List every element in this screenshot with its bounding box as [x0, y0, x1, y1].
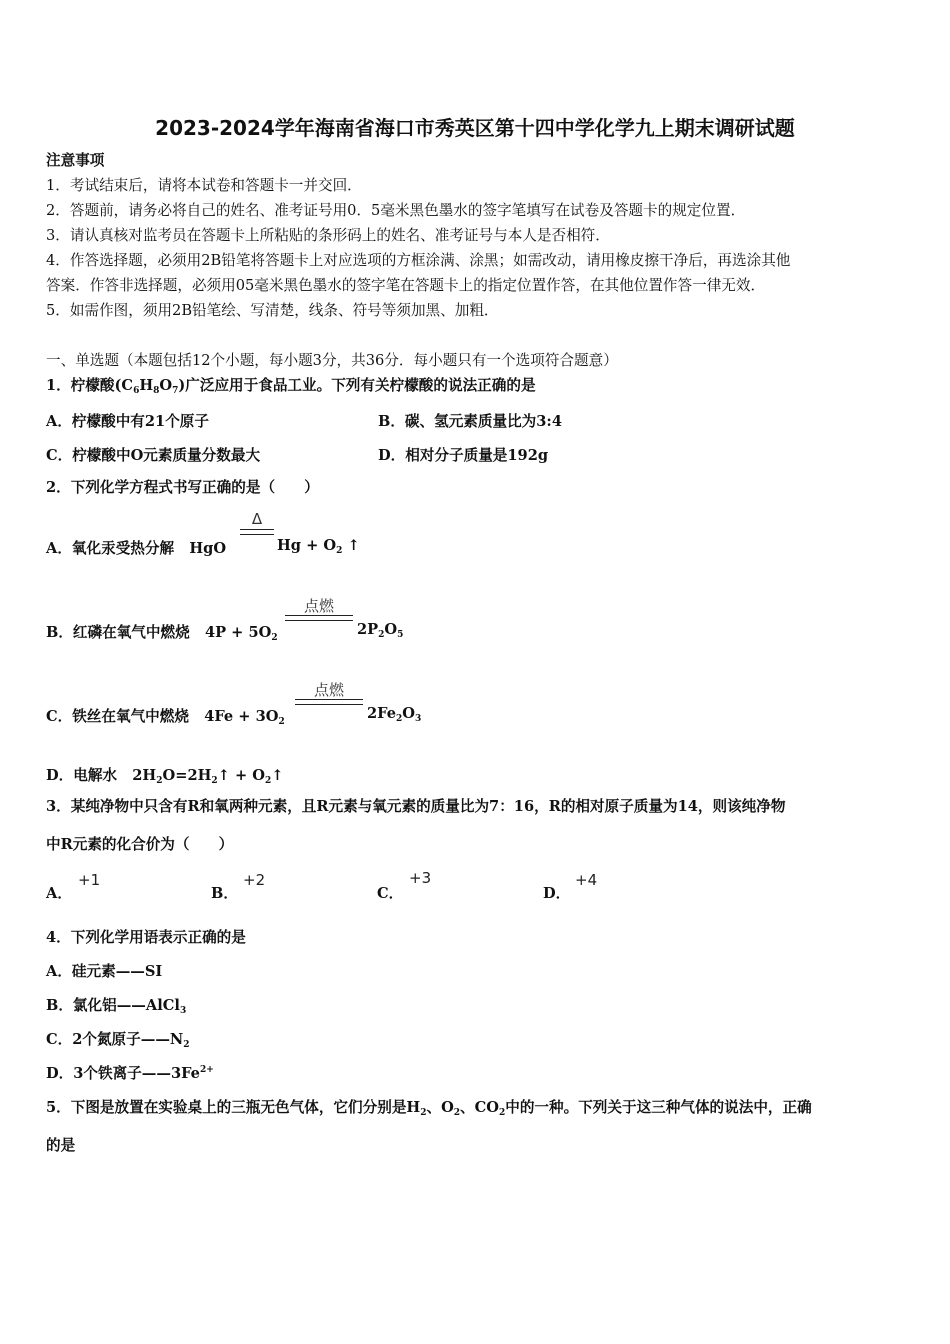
q2-a-product: $Hg + O_2$ ↑	[277, 537, 360, 556]
q1-option-a: A．柠檬酸中有21个原子	[46, 413, 209, 430]
notice-item: 4．作答选择题，必须用2B铅笔将答题卡上对应选项的方框涂满、涂黑；如需改动，请用橡皮擦干净后，再选涂其他	[46, 252, 791, 269]
notice-item: 2．答题前，请务必将自己的姓名、准考证号用0．5毫米黑色墨水的签字笔填写在试卷及答题卡的规定位置．	[46, 202, 746, 219]
section-heading: 一、单选题（本题包括12个小题，每小题3分，共36分．每小题只有一个选项符合题意）	[46, 352, 618, 369]
question-5-stem: 5．下图是放置在实验桌上的三瓶无色气体，它们分别是$H_2$、$O_2$、$CO_2$中的一种。下列关于这三种气体的说法中，正确	[46, 1099, 812, 1118]
q4-option-d: D．3个铁离子$——3Fe^{2+}$	[46, 1065, 214, 1082]
notice-item: 答案．作答非选择题，必须用05毫米黑色墨水的签字笔在答题卡上的指定位置作答，在其他位置作答一律无效．	[46, 277, 766, 294]
q4-option-b: B．氯化铝——AlCl$_3$	[46, 997, 187, 1016]
notice-item: 5．如需作图，须用2B铅笔绘、写清楚，线条、符号等须加黑、加粗．	[46, 302, 499, 319]
q3-option-c: C．	[377, 885, 404, 902]
question-4-stem: 4．下列化学用语表示正确的是	[46, 929, 246, 946]
reaction-condition: 点燃	[303, 597, 334, 615]
notice-item: 1．考试结束后，请将本试卷和答题卡一并交回．	[46, 177, 362, 194]
q2-b-product: $2P_2O_5$	[357, 621, 404, 640]
equals-sign	[295, 699, 363, 705]
q3-option-d-value: +4	[575, 871, 598, 889]
q3-option-b: B．	[211, 885, 238, 902]
q2-a-label: A．氧化汞受热分解	[46, 540, 175, 557]
q2-c-product: $2Fe_2O_3$	[367, 705, 422, 724]
q2-option-d: D．电解水 $2H_2O=2H_2↑$ + $O_2↑$	[46, 767, 284, 786]
question-5-stem: 的是	[46, 1137, 76, 1154]
q2-option-a	[46, 537, 226, 558]
q2-option-c: C．铁丝在氧气中燃烧 $4Fe + 3O_2$	[46, 708, 285, 727]
q1-option-d: D．相对分子质量是192g	[378, 447, 549, 464]
notice-heading: 注意事项	[46, 152, 105, 169]
question-1-stem: 1．柠檬酸$(C_6H_8O_7)$广泛应用于食品工业。下列有关柠檬酸的说法正确的是	[46, 377, 536, 396]
q3-option-d: D．	[543, 885, 571, 902]
q3-option-c-value: +3	[409, 869, 432, 887]
q4-option-c: C．2个氮原子$——N_2$	[46, 1031, 190, 1050]
q3-option-a: A．	[46, 885, 72, 902]
reaction-condition: Δ	[251, 510, 263, 528]
q2-option-b: B．红磷在氧气中燃烧 $4P + 5O_2$	[46, 624, 278, 643]
notice-item: 3．请认真核对监考员在答题卡上所粘贴的条形码上的姓名、准考证号与本人是否相符．	[46, 227, 610, 244]
equals-sign	[240, 529, 274, 535]
q2-b-label: B．红磷在氧气中燃烧	[46, 624, 190, 641]
question-2-stem: 2．下列化学方程式书写正确的是（ ）	[46, 479, 319, 496]
q2-a-reactant: HgO	[189, 540, 227, 557]
reaction-condition: 点燃	[313, 681, 344, 699]
q1-option-b: B．碳、氢元素质量比为3:4	[378, 413, 562, 430]
equals-sign	[285, 615, 353, 621]
question-3-stem: 3．某纯净物中只含有R和氧两种元素，且R元素与氧元素的质量比为7：16，R的相对原子质量为14，则该纯净物	[46, 798, 786, 815]
question-3-stem: 中R元素的化合价为（ ）	[46, 836, 234, 853]
q3-option-a-value: +1	[78, 871, 101, 889]
q1-option-c: C．柠檬酸中O元素质量分数最大	[46, 447, 261, 464]
page-title: 2023-2024学年海南省海口市秀英区第十四中学化学九上期末调研试题	[155, 116, 795, 140]
q2-c-label: C．铁丝在氧气中燃烧	[46, 708, 189, 725]
q4-option-a: A．硅元素——SI	[46, 963, 163, 980]
q3-option-b-value: +2	[243, 871, 266, 889]
